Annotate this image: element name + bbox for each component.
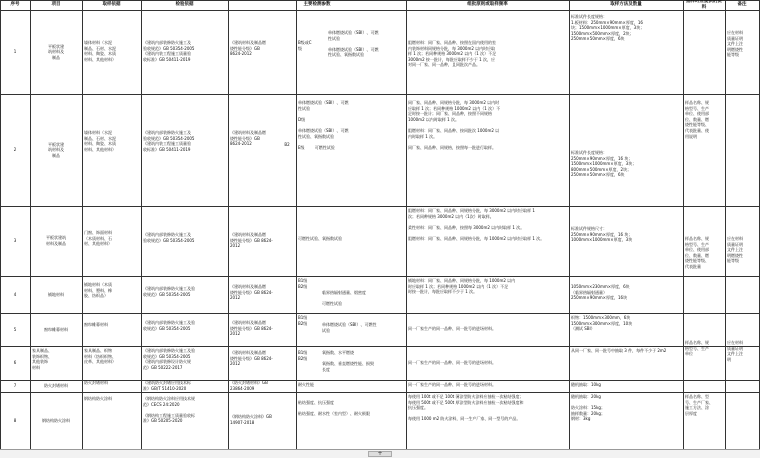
row-3-sampling-std: 《建筑内部装修防火施工及 验收规范》GB 50354-2005 bbox=[143, 232, 195, 243]
row-6-basis: 家具制品、织物 材料（纺织织物、 皮革、其他材料） bbox=[84, 348, 116, 365]
row-6-rule: 同一厂家生产的同一品种、同一批号的进场材料。 bbox=[408, 360, 496, 365]
row-2-rule: 同厂家、同品种、同规格分批，每 3000m2 以内时 应取样 1 次；若同种规格 1000m2 以内（1 次）不 足时按一批计；同厂家、同品种，按照不同规格 1000m2 以内时取样 1 次。 阻燃材料：同厂家、同品种、按同批次 1000m2 以 内时取样 1 次。 同厂家、同品种、同规格，按照每一批进行取样。 bbox=[408, 100, 501, 150]
row-1-sampling-std: 《建筑内部装修防火施工及 验收规范》GB 50354-2005 《建筑内装工程施工质量验 收标准》GB 50411-2019 bbox=[143, 40, 195, 62]
row-3-docs: 样品名称、规 格型号、生产 单位、使用部 位、数量、燃 烧性能等级、 代表批量 bbox=[685, 236, 709, 269]
row-3-no: 3 bbox=[13, 238, 17, 244]
grid-line bbox=[0, 392, 760, 393]
row-1-grade: B级或C 级 bbox=[298, 40, 312, 51]
row-3-item: 平板状建筑 材料及制品 bbox=[46, 235, 66, 246]
row-1-rule: 阻燃材料：同厂家、同品种、按照在国内使用的室 内装饰材料同规格分批，每 3000m2 以内时应取 样 1 次；若同种规格 3000m2 以内（1 次）不足 3000m2 按一批计，每批应取样不少于 1 次，应 对同一厂家、同一品种，且同批次产品。 bbox=[408, 40, 497, 68]
header-test-std: 检验依据 bbox=[175, 2, 194, 7]
row-7-test-std: 《防火封堵材料》GB 23864-2009 bbox=[230, 380, 268, 391]
row-6-sampling-std: 《建筑内部装修防火施工及验 收规范》GB 50354-2005 《建筑内部装修设计防火规 范》GB 50222-2017 bbox=[143, 348, 195, 370]
header-basis: 取样依据 bbox=[102, 2, 121, 7]
row-7-params: 耐火性能 bbox=[298, 382, 314, 387]
row-6-test-std: 《建筑材料及制品燃 烧性能分级》GB 8624- 2012 bbox=[230, 350, 273, 367]
row-2-sampling-std: 《建筑内部装修防火施工及 验收规范》GB 50354-2005 《建筑内装工程施工质量验 收标准》GB 50411-2019 bbox=[143, 130, 195, 152]
row-4-basis: 铺地材料（木质 材料、塑料、橡 胶、纺织品） bbox=[84, 282, 112, 299]
row-4-no: 4 bbox=[13, 291, 17, 297]
grid-line bbox=[0, 206, 760, 207]
header-note: 备注 bbox=[737, 2, 747, 7]
row-2-method: 标准试件长度规格： 250mm×90mm×厚度，16 块； 1500mm×1000mm×厚度，3块； 800mm×500mm×厚度，2块； 250mm×50mm×厚度，6块 bbox=[571, 150, 637, 178]
row-5-item: 窗帘帷幕材料 bbox=[44, 326, 68, 332]
row-7-rule: 同一厂家生产的同一品种、同一批号的进场材料。 bbox=[408, 382, 496, 387]
row-7-item: 防火封堵材料 bbox=[44, 383, 68, 389]
row-8-sampling-std: 《钢结构防火涂料应用技术规 范》CECS 24:2020 《钢结构工程施工质量验收标 准》GB 50205-2020 bbox=[143, 396, 195, 424]
row-3-basis: 门窗、饰面材料 （木质材料、石 材、其他材料） bbox=[84, 230, 112, 247]
header-rule: 组批原则或取样频率 bbox=[467, 2, 508, 7]
row-2-test-std: 《建筑材料及制品燃 烧性能分级》GB 8624-2012 bbox=[230, 130, 266, 147]
header-item: 项目 bbox=[51, 2, 61, 7]
row-4-test-std: 《建筑材料及制品燃 烧性能分级》GB 8624- 2012 bbox=[230, 284, 273, 301]
grid-line bbox=[0, 10, 760, 11]
row-8-rule: 每使用 100t 或不足 100t 薄涂型防火涂料应抽检一次粘结强度； 每使用 500t 或不足 500t 厚涂型防火涂料应抽检一次粘结强度和 抗压强度。 每使用 1000 m2 防火涂料，同一生产厂家、同一型号的产品。 bbox=[408, 394, 524, 422]
row-7-method: 随机抽取：10kg bbox=[571, 382, 601, 387]
row-3-params: 可燃性试验、氧指数试验 bbox=[298, 236, 342, 241]
row-4-method: 1050mm×230mm×厚度，6块 （临界热辐射通量） 250mm×90mm×厚度，16块 bbox=[571, 284, 630, 301]
row-5-rule: 同一厂家生产的同一品种、同一批号的进场材料。 bbox=[408, 326, 496, 331]
header-params: 主要检测参数 bbox=[303, 2, 331, 7]
row-5-method: 织物：1500mm×300mm，6块 1500mm×300mm×厚度，10块 （测试 SBI） bbox=[571, 315, 633, 332]
row-2-no: 2 bbox=[13, 147, 17, 153]
row-4-params: 临界热辐射通量、烟密度 可燃性试验 bbox=[322, 290, 366, 307]
row-3-test-std: 《建筑材料及制品燃 烧性能分级》GB 8624- 2012 bbox=[230, 232, 273, 249]
row-4-item: 铺地材料 bbox=[48, 291, 64, 297]
row-1-test-std: 《建筑材料及制品燃 烧性能分级》GB 8624-2012 bbox=[230, 40, 266, 57]
row-8-item: 钢结构防火涂料 bbox=[42, 417, 70, 423]
row-8-basis: 钢结构防火涂料 bbox=[84, 396, 112, 401]
row-4-rule: 铺地材料：同厂家、同品种、同规格分批，每 1000m2 以内 时应取样 1 次；若同种规格 1000m2 以内（1 次）不足 时按一批计，每批应取样不少于 1 次。 bbox=[408, 278, 516, 295]
header-method: 取样方法及数量 bbox=[610, 2, 642, 7]
header-docs: 抽样时应提供的资料 bbox=[686, 0, 722, 10]
row-5-params: 单体燃烧试验（SBI）、可燃性 试验 bbox=[322, 322, 377, 333]
row-5-basis: 窗帘帷幕材料 bbox=[84, 322, 108, 327]
row-5-sampling-std: 《建筑内部装修防火施工及验 收规范》GB 50354-2005 bbox=[143, 320, 195, 331]
row-6-params: 氧指数、水平燃烧 氧指数、垂直燃烧性能、损毁 长度 bbox=[322, 350, 374, 372]
row-1-basis: 墙体材料（水泥 制品、石材、水泥 材料、陶瓷、木质 材料、其他材料） bbox=[84, 40, 116, 62]
row-8-no: 8 bbox=[13, 417, 17, 423]
row-1-method: 标准试件长度规格： 1.板材料：250mm×90mm×厚度，16 块；1500mm×1000mm×厚度，3块； 1500mm×500mm×厚度，2块； 250mm×50mm×厚度，6块 bbox=[571, 14, 645, 42]
row-4-grade: B1级 B2级 bbox=[298, 278, 308, 289]
row-2-item: 平板状建 筑材料及 制品 bbox=[48, 141, 64, 158]
row-6-method: 从同一厂家、同一批号中抽取 3 件，每件不少于 2m2 bbox=[571, 348, 667, 353]
row-5-test-std: 《建筑材料及制品燃 烧性能分级》GB 8624- 2012 bbox=[230, 320, 273, 337]
grid-line bbox=[0, 276, 760, 277]
row-1-item: 平板状建 筑材料及 制品 bbox=[48, 43, 64, 60]
row-2-params: 单体燃烧试验（SBI）、可燃 性试验 D级 单体燃烧试验（SBI）、可燃 性试验、氧指数试验 E级 可燃性试验 bbox=[298, 100, 349, 150]
grid-line bbox=[0, 94, 760, 95]
header-no: 序号 bbox=[10, 2, 20, 7]
row-2-basis: 墙体材料（水泥 制品、石材、水泥 材料、陶瓷、木质 材料、其他材料） bbox=[84, 130, 116, 152]
row-1-docs bbox=[683, 12, 725, 92]
row-8-params: 粘结强度、抗压强度 粘结强度、耐水性（室内型）、耐火极限 bbox=[298, 400, 370, 417]
row-3-note: 应在材料 质量证明 文件上注 明燃烧性 能等级 bbox=[727, 236, 743, 264]
row-7-docs: 样品名称、规 格型号、生产 单位 bbox=[685, 340, 709, 357]
row-5-no: 5 bbox=[13, 326, 17, 332]
row-4-sampling-std: 《建筑内部装修防火施工及验 收规范》GB 50354-2005 bbox=[143, 286, 195, 297]
row-3-method: 标准试件规格尺寸： 250mm×90mm×厚度，16 块； 1000mm×1000mm×厚度，3块 bbox=[571, 226, 633, 243]
grid-line bbox=[0, 313, 760, 314]
row-3-rule: 阻燃材料：同厂家、同品种、同规格分批，每 3000m2 以内时应取样 1 次；若同种规格 3000m2 以内（1次）时取样。 柔性材料：同厂家、同品种，按照每 3000m2 以内时取样 1 次。 阻燃材料：同厂家、同品种、同规格分批，每 1000m2 以内时应取样 1 次。 bbox=[408, 208, 545, 241]
row-7-sampling-std: 《建筑防火封堵应用技术标 准》GB/T 51410-2020 bbox=[143, 380, 191, 391]
row-8-docs: 样品名称、型 号、生产厂家、 施工方法、涂 层厚度 bbox=[685, 394, 713, 416]
row-6-no: 6 bbox=[13, 360, 17, 366]
row-1-params: 单体燃烧试验（SBI）、可燃 性试验 单体燃烧试验（SBI）、可燃 性试验、氧指数试验 bbox=[328, 30, 379, 58]
row-1-note: 应在材料 质量证明 文件上注 明燃烧性 能等级 bbox=[727, 30, 743, 58]
grid-line bbox=[0, 346, 760, 347]
row-7-basis: 防火封堵材料 bbox=[84, 380, 108, 385]
row-8-test-std: 《钢结构防火涂料》GB 14907-2018 bbox=[230, 414, 272, 425]
row-7-no: 7 bbox=[13, 383, 17, 389]
row-2-grade: B2 bbox=[284, 142, 290, 148]
scroll-thumb[interactable]: + bbox=[368, 451, 392, 457]
row-7-note: 应在材料 质量证明 文件上注 明 bbox=[727, 340, 743, 362]
row-2-docs: 样品名称、规 格型号、生产 单位、使用部 位、数量、燃 烧性能等级、 代表批量、使 用说明 bbox=[685, 100, 709, 139]
row-2-note bbox=[725, 100, 759, 200]
row-8-method: 随机抽取：20kg 防火涂料：15kg； 抽样数量：20kg； 钢材：3kg bbox=[571, 394, 605, 422]
row-6-item: 家具制品、 装饰织物、 其他装饰 材料 bbox=[32, 348, 52, 370]
row-1-no: 1 bbox=[13, 49, 17, 55]
row-6-grade: B1级 B2级 bbox=[298, 350, 308, 361]
row-5-grade: B1级 B2级 bbox=[298, 315, 308, 326]
